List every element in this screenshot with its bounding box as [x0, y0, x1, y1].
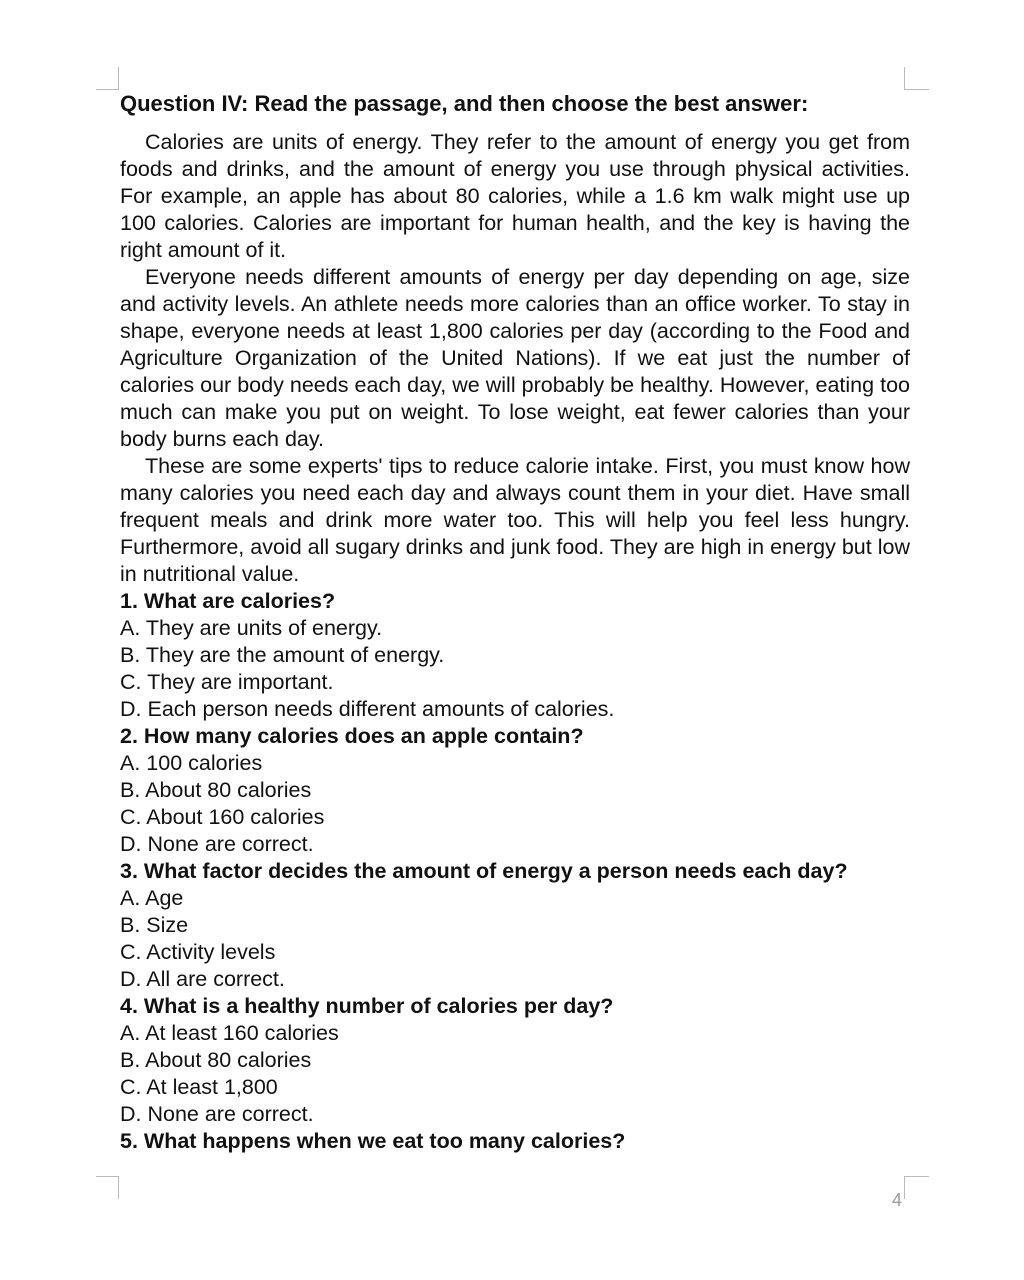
question-4: 4. What is a healthy number of calories per day? [120, 994, 614, 1018]
document-content [120, 90, 910, 1155]
page-number: 4 [892, 1190, 903, 1210]
question-4-option-b: B. About 80 calories [120, 1048, 312, 1072]
question-1: 1. What are calories? [120, 589, 336, 613]
question-1-option-b: B. They are the amount of energy. [120, 643, 445, 667]
question-2-option-a: A. 100 calories [120, 751, 263, 775]
question-4-option-d: D. None are correct. [120, 1102, 314, 1126]
question-2: 2. How many calories does an apple contain? [120, 724, 584, 748]
question-3-option-b: B. Size [120, 913, 189, 937]
question-2-option-b: B. About 80 calories [120, 778, 312, 802]
passage-paragraph-1: Calories are units of energy. They refer to the amount of energy you get from foods and drinks, and the amount of energy you use through physical activities. For example, an apple has about 80 calories, while a 1.6 km walk might use up 100 calories. Calories are important for human health, and the key is having the right amount of it. [120, 130, 910, 262]
question-3-option-c: C. Activity levels [120, 940, 276, 964]
question-1-option-c: C. They are important. [120, 670, 334, 694]
passage-paragraph-3: These are some experts' tips to reduce calorie intake. First, you must know how many calories you need each day and always count them in your diet. Have small frequent meals and drink more water too. This will help you feel less hungry. Furthermore, avoid all sugary drinks and junk food. They are high in energy but low in nutritional value. [120, 454, 910, 586]
question-2-option-d: D. None are correct. [120, 832, 314, 856]
question-3-option-d: D. All are correct. [120, 967, 285, 991]
question-4-option-a: A. At least 160 calories [120, 1021, 339, 1045]
crop-mark-top-right [904, 67, 929, 90]
passage-paragraph-2: Everyone needs different amounts of energy per day depending on age, size and activity levels. An athlete needs more calories than an office worker. To stay in shape, everyone needs at least 1,800 calories per day (according to the Food and Agriculture Organization of the United Nations). If we eat just the number of calories our body needs each day, we will probably be healthy. However, eating too much can make you put on weight. To lose weight, eat fewer calories than your body burns each day. [120, 265, 910, 451]
crop-mark-bottom-right [904, 1176, 929, 1199]
question-3: 3. What factor decides the amount of energy a person needs each day? [120, 859, 848, 883]
question-1-option-a: A. They are units of energy. [120, 616, 383, 640]
question-4-option-c: C. At least 1,800 [120, 1075, 278, 1099]
question-3-option-a: A. Age [120, 886, 184, 910]
question-heading: Question IV: Read the passage, and then choose the best answer: [120, 91, 809, 116]
crop-mark-top-left [96, 67, 119, 90]
crop-mark-bottom-left [96, 1176, 119, 1199]
question-5: 5. What happens when we eat too many calories? [120, 1129, 626, 1153]
question-1-option-d: D. Each person needs different amounts of calories. [120, 697, 615, 721]
question-2-option-c: C. About 160 calories [120, 805, 325, 829]
